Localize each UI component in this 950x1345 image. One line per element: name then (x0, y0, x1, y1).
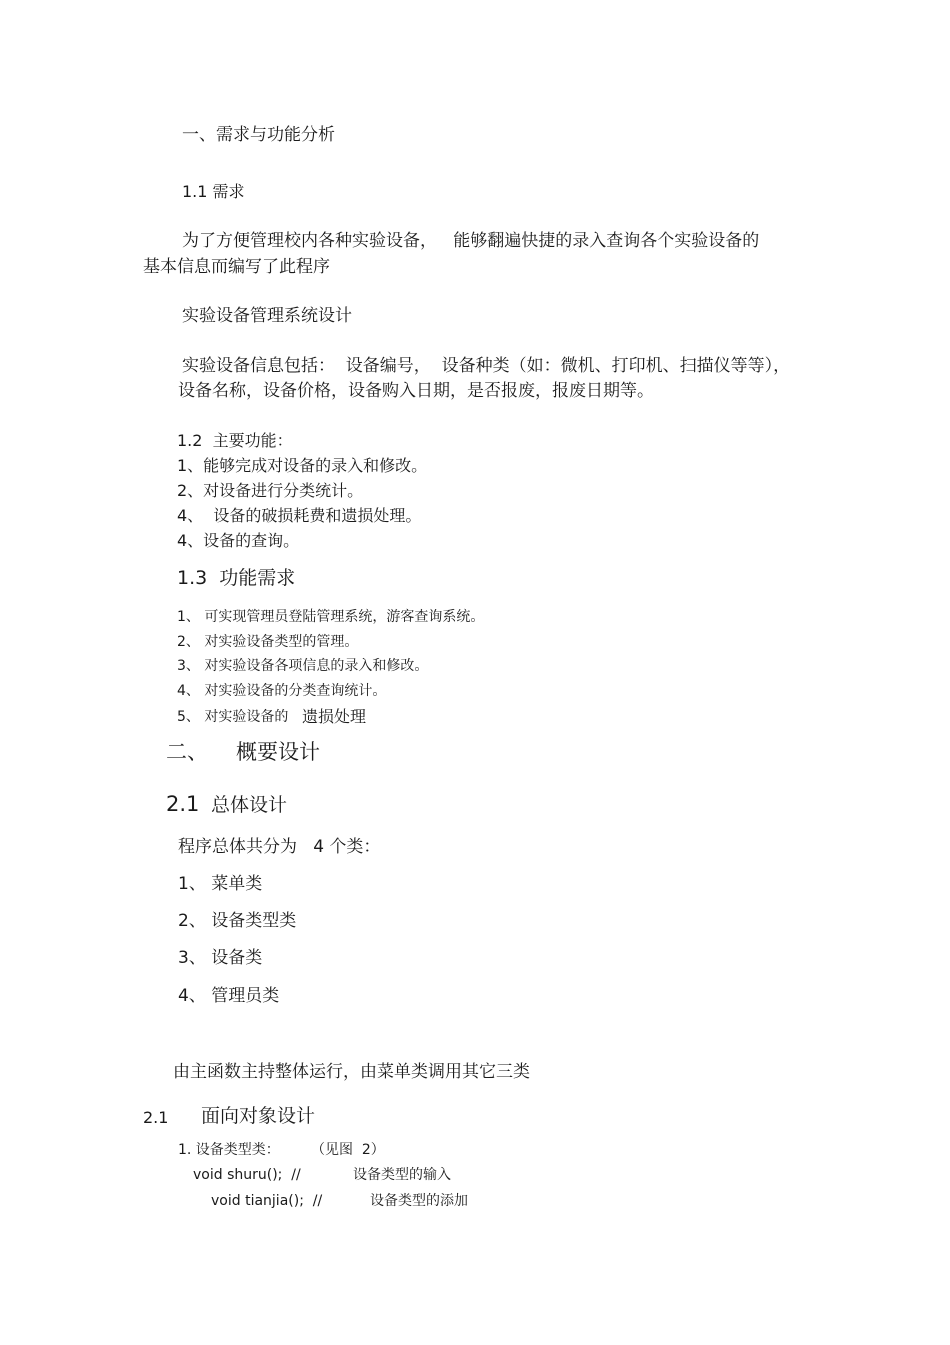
list-item: 3、 对实验设备各项信息的录入和修改。 (177, 658, 429, 674)
system-title: 实验设备管理系统设计 (182, 306, 352, 326)
oo-item: 1. 设备类型类： （见图 2） (178, 1142, 385, 1158)
list-item: 2、对设备进行分类统计。 (177, 481, 364, 500)
paragraph-line: 实验设备信息包括： 设备编号， 设备种类（如：微机、打印机、扫描仪等等）， (182, 356, 791, 376)
code-comment: 设备类型的输入 (353, 1167, 451, 1183)
paragraph-line: 设备名称，设备价格，设备购入日期，是否报废，报废日期等。 (178, 381, 654, 401)
paragraph-line: 为了方便管理校内各种实验设备， 能够翻遍快捷的录入查询各个实验设备的 (182, 231, 760, 251)
subsection-2-1b-number: 2.1 (143, 1108, 169, 1127)
list-item: 4、 管理员类 (178, 986, 280, 1006)
list-item: 2、 设备类型类 (178, 911, 297, 931)
classes-intro: 程序总体共分为 4 个类： (178, 837, 381, 857)
subsection-1-1-title: 1.1 需求 (182, 182, 245, 201)
subsection-1-2-title: 1.2 主要功能： (177, 431, 293, 450)
list-item: 4、设备的查询。 (177, 531, 300, 550)
list-item: 4、 设备的破损耗费和遗损处理。 (177, 506, 422, 525)
subsection-1-3-title: 1.3 功能需求 (177, 567, 296, 589)
list-item: 2、 对实验设备类型的管理。 (177, 634, 359, 650)
list-item: 1、 可实现管理员登陆管理系统，游客查询系统。 (177, 609, 485, 625)
subsection-2-1-title: 总体设计 (211, 794, 288, 816)
list-item: 4、 对实验设备的分类查询统计。 (177, 683, 387, 699)
paragraph-line: 基本信息而编写了此程序 (143, 257, 330, 277)
section1-heading: 一、需求与功能分析 (182, 125, 335, 145)
section2-heading-number: 二、 (166, 740, 208, 764)
list-item: 5、 对实验设备的 (177, 709, 289, 725)
list-item: 1、能够完成对设备的录入和修改。 (177, 456, 428, 475)
subsection-2-1b-title: 面向对象设计 (201, 1105, 316, 1127)
run-description: 由主函数主持整体运行，由菜单类调用其它三类 (173, 1062, 530, 1082)
code-line: void tianjia(); // (211, 1193, 323, 1209)
list-item: 3、 设备类 (178, 948, 263, 968)
subsection-2-1-number: 2.1 (166, 792, 200, 816)
list-item: 1、 菜单类 (178, 874, 263, 894)
list-item-suffix: 遗损处理 (302, 707, 367, 726)
code-comment: 设备类型的添加 (370, 1193, 468, 1209)
code-line: void shuru(); // (193, 1167, 301, 1183)
section2-heading: 概要设计 (236, 740, 320, 764)
